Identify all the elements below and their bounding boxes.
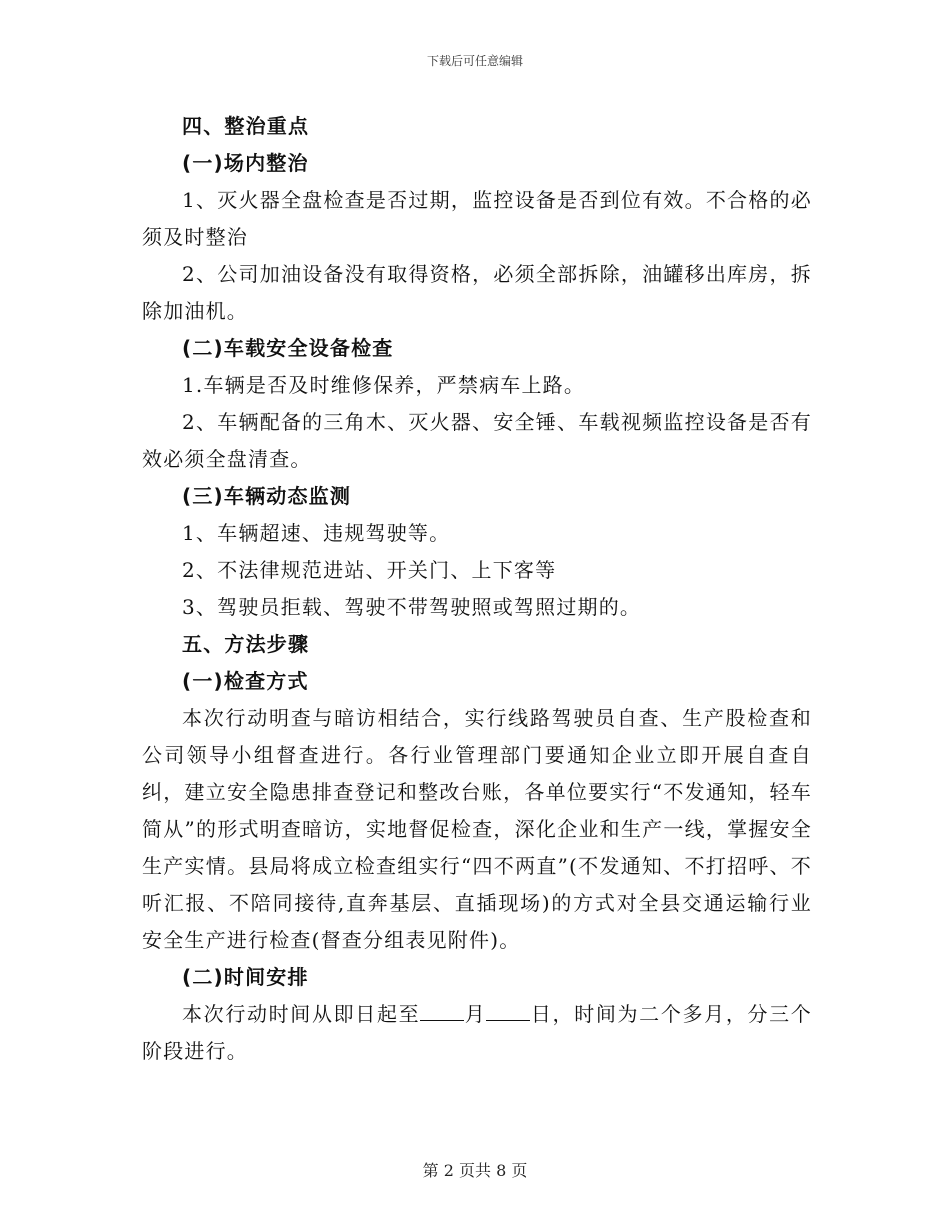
text-fragment: 本次行动时间从即日起至	[182, 1002, 421, 1026]
subsection-heading: (三)车辆动态监测	[182, 484, 352, 508]
subsection-heading: (二)车载安全设备检查	[182, 336, 394, 360]
subsection-heading: (二)时间安排	[182, 965, 309, 989]
text-fragment: 日，时间为二个多月，分三个阶段进行。	[142, 1002, 812, 1063]
paragraph: 1、灭火器全盘检查是否过期，监控设备是否到位有效。不合格的必须及时整治	[142, 188, 812, 249]
paragraph: 2、车辆配备的三角木、灭火器、安全锤、车载视频监控设备是否有效必须全盘清查。	[142, 410, 812, 471]
paragraph: 3、驾驶员拒载、驾驶不带驾驶照或驾照过期的。	[182, 595, 642, 619]
paragraph: 2、公司加油设备没有取得资格，必须全部拆除，油罐移出库房，拆除加油机。	[142, 262, 812, 323]
fill-in-blank-month	[420, 998, 464, 1021]
subsection-heading: (一)检查方式	[182, 669, 309, 693]
paragraph: 本次行动明查与暗访相结合，实行线路驾驶员自查、生产股检查和公司领导小组督查进行。各行业管理部门要通知企业立即开展自查自纠，建立安全隐患排查登记和整改台账，各单位要实行“不发通知，轻车简从”的形式明查暗访，实地督促检查，深化企业和生产一线，掌握安全生产实情。县局将成立检查组实行“四不两直”(不发通知、不打招呼、不听汇报、不陪同接待,直奔基层、直插现场)的方式对全县交通运输行业安全生产进行检查(督查分组表见附件)。	[142, 706, 812, 952]
subsection-heading: (一)场内整治	[182, 151, 309, 175]
page-header-note: 下载后可任意编辑	[426, 54, 523, 68]
fill-in-blank-day	[486, 998, 530, 1021]
page-footer-number: 第 2 页共 8 页	[422, 1161, 528, 1180]
text-fragment: 月	[464, 1002, 487, 1026]
section-heading: 五、方法步骤	[182, 632, 310, 656]
document-body	[142, 108, 812, 1070]
paragraph-with-blanks	[142, 996, 812, 1070]
paragraph: 2、不法律规范进站、开关门、上下客等	[182, 558, 557, 582]
paragraph: 1.车辆是否及时维修保养，严禁病车上路。	[182, 373, 586, 397]
section-heading: 四、整治重点	[182, 114, 310, 138]
paragraph: 1、车辆超速、违规驾驶等。	[182, 521, 451, 545]
